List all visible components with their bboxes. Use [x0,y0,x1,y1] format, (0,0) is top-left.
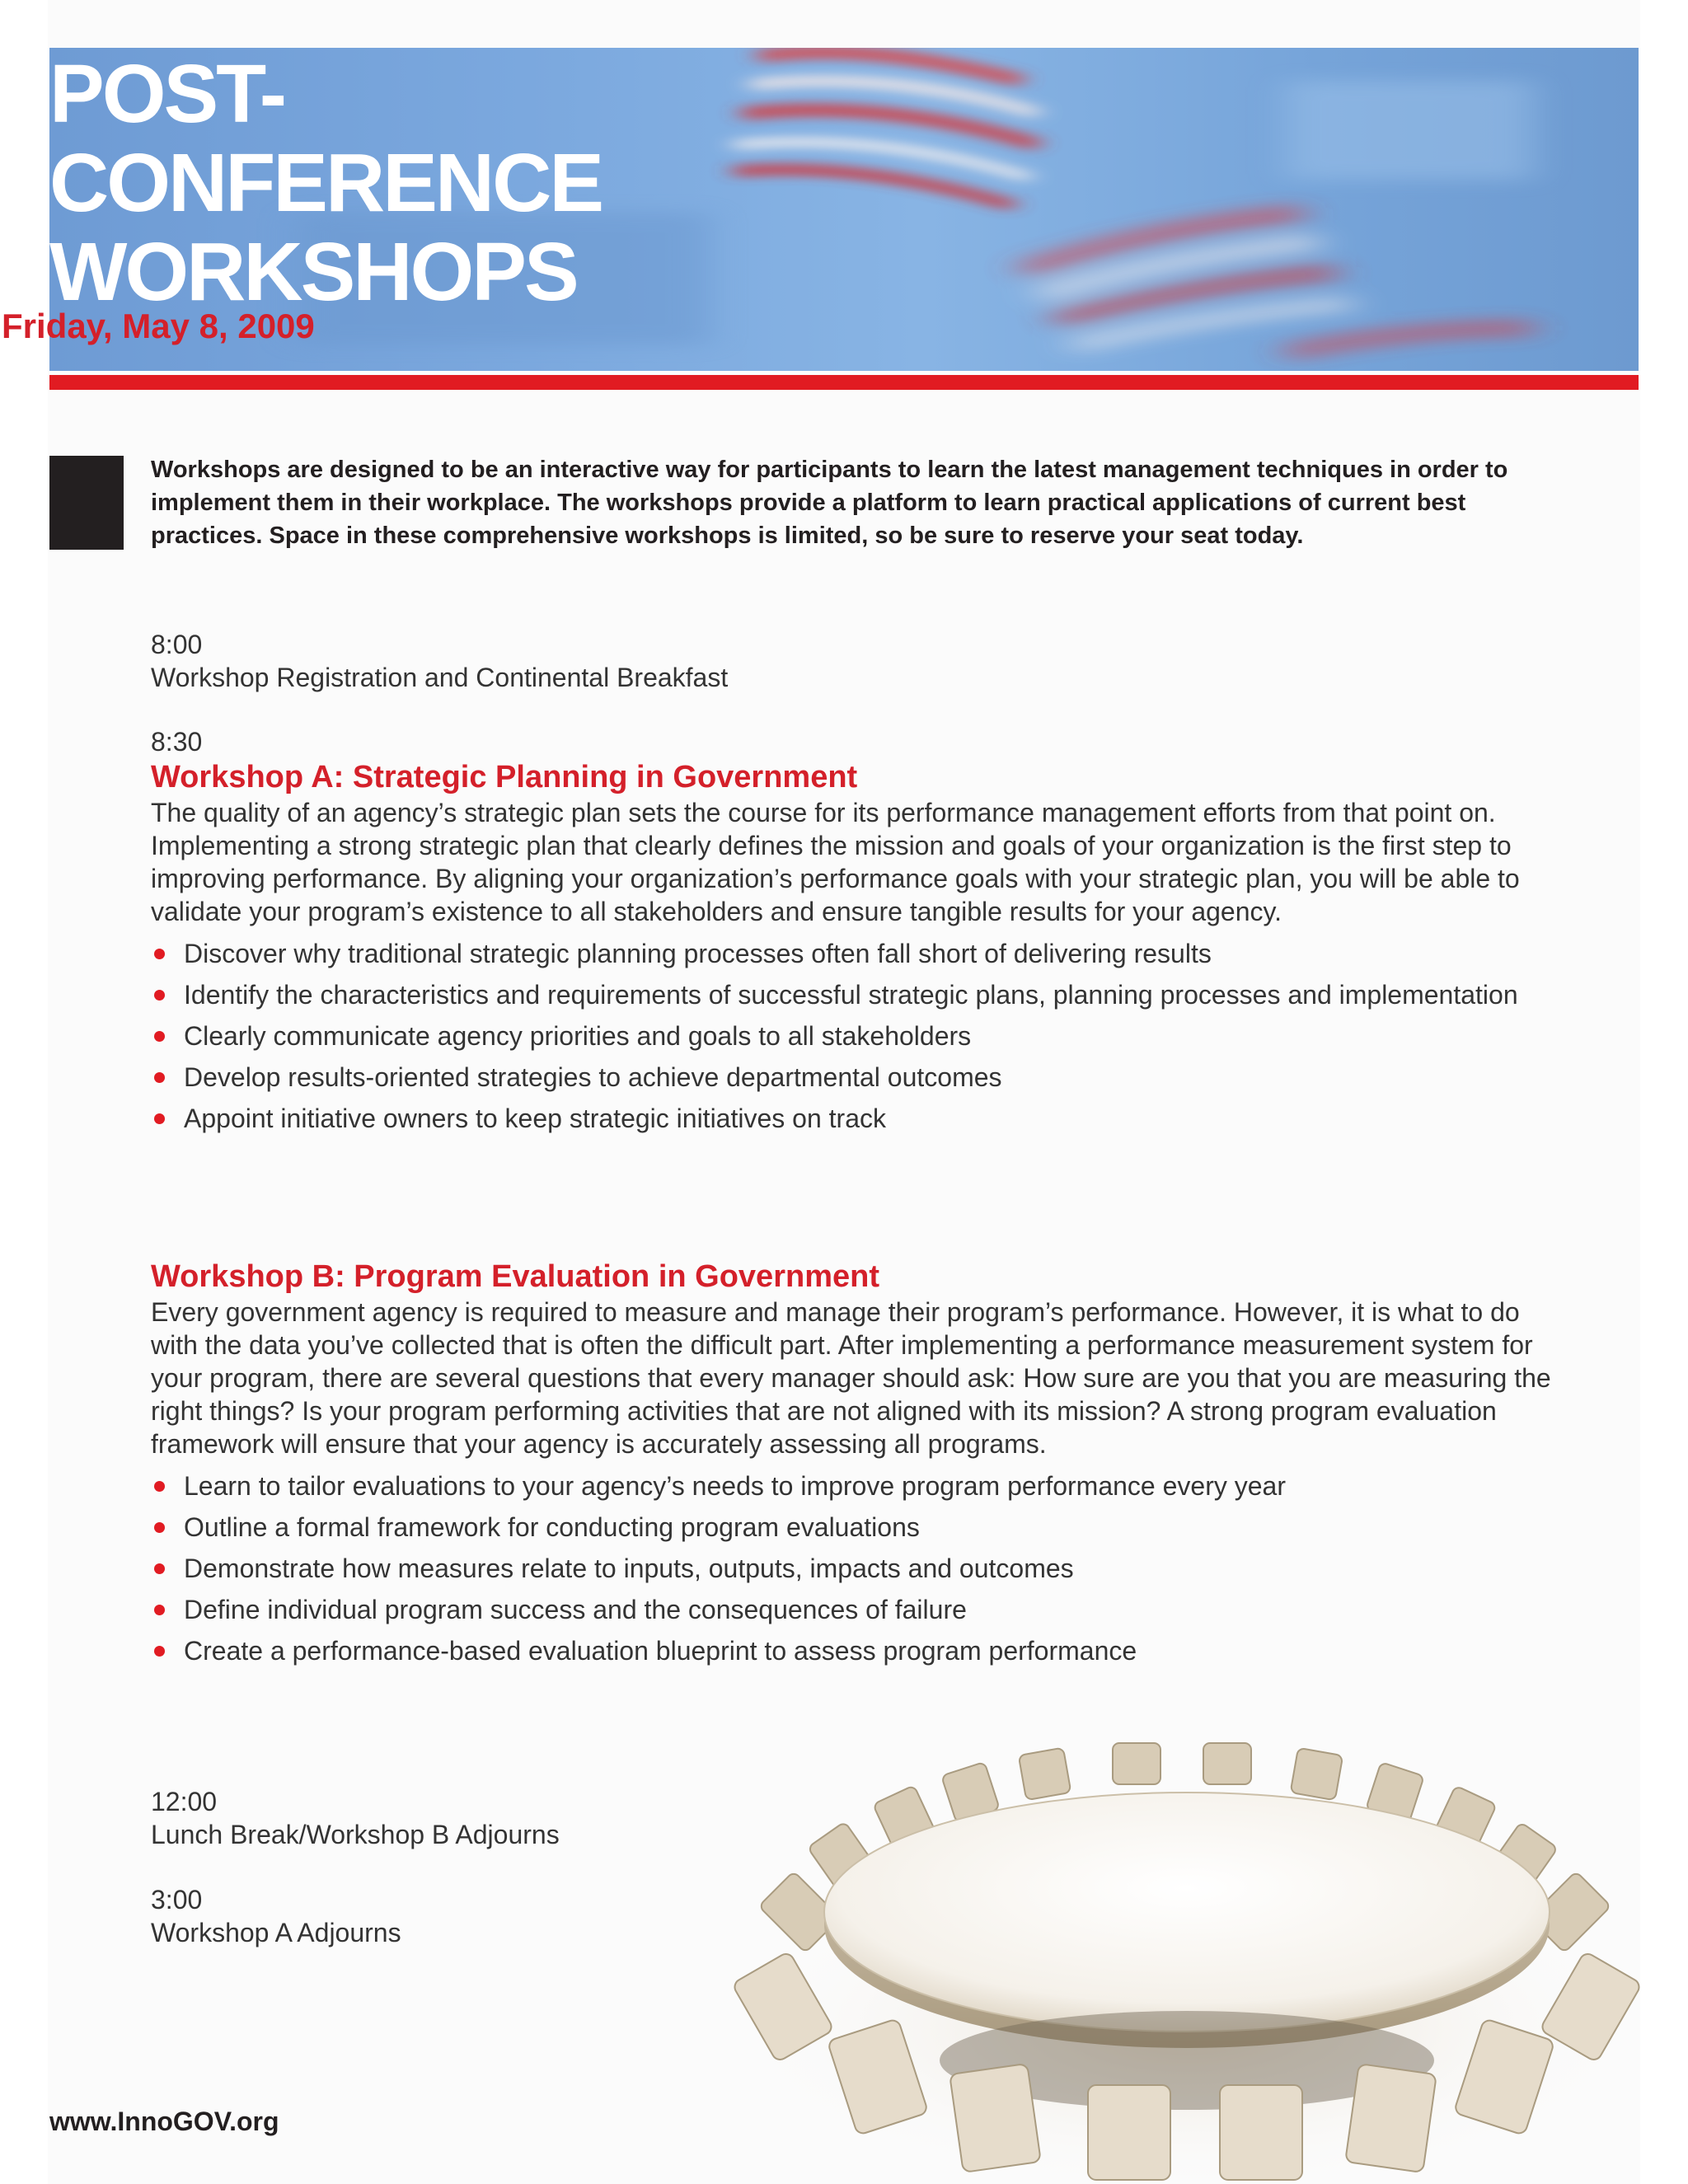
bullet-text: Identify the characteristics and requirements of successful strategic plans, planning processes and implementation [184,980,1518,1010]
bullet-item [151,974,1552,1015]
bullet-item [151,1015,1552,1057]
bullet-text: Clearly communicate agency priorities and goals to all stakeholders [184,1021,972,1051]
workshop-a-description: The quality of an agency’s strategic plan sets the course for its performance management efforts from that point on. Implementing a strong strategic plan that clearly defines the mission and goals of your organization is the first step to improving performance. By aligning your organization’s performance goals with your strategic plan, you will be able to validate your program’s existence to all stakeholders and ensure tangible results for your agency. [151,798,1520,926]
bullet-item [151,1098,1552,1139]
workshop-a-section [151,725,1552,1139]
conference-table-image [676,1714,1665,2184]
workshop-b-section [151,1258,1552,1671]
intro-paragraph: Workshops are designed to be an interactive way for participants to learn the latest management techniques in order to implement them in their workplace. The workshops provide a platform to learn practical applications of current best practices. Space in these comprehensive workshops is limited, so be sure to reserve your seat today. [151,457,1508,549]
time-label: 8:00 [151,630,203,659]
schedule-adjourn-a [151,1883,728,1949]
workshop-a-title: Workshop A: Strategic Planning in Government [151,760,858,794]
event-label: Lunch Break/Workshop B Adjourns [151,1820,560,1849]
schedule-lunch [151,1785,728,1851]
red-dot-icon [154,1522,165,1533]
bullet-text: Demonstrate how measures relate to inputs, outputs, impacts and outcomes [184,1554,1074,1583]
workshop-b-bullets [151,1465,1552,1671]
event-label: Workshop A Adjourns [151,1918,401,1947]
red-dot-icon [154,1563,165,1574]
workshop-a-bullets [151,933,1552,1139]
bullet-text: Outline a formal framework for conducting program evaluations [184,1512,920,1542]
time-label: 8:30 [151,727,203,757]
red-dot-icon [154,1113,165,1124]
bullet-text: Appoint initiative owners to keep strategic initiatives on track [184,1104,886,1133]
bullet-item [151,1465,1552,1507]
red-dot-icon [154,1481,165,1492]
workshop-b-title: Workshop B: Program Evaluation in Government [151,1259,879,1294]
bullet-item [151,1057,1552,1098]
red-dot-icon [154,1646,165,1657]
red-dot-icon [154,1605,165,1615]
bullet-text: Discover why traditional strategic planning processes often fall short of delivering results [184,939,1212,968]
bullet-item [151,933,1552,974]
red-dot-icon [154,1031,165,1042]
red-dot-icon [154,990,165,1001]
bullet-item [151,1548,1552,1589]
event-label: Workshop Registration and Continental Breakfast [151,663,729,692]
bullet-item [151,1630,1552,1671]
red-divider [49,375,1639,390]
event-date: Friday, May 8, 2009 [2,307,315,345]
red-dot-icon [154,1072,165,1083]
time-label: 3:00 [151,1885,203,1915]
workshop-b-description: Every government agency is required to measure and manage their program’s performance. However, it is what to do with the data you’ve collected that is often the difficult part. After implementing a performance measurement system for your program, there are several questions that every manager should ask: How sure are you that you are measuring the right things? Is your program performing activities that are not aligned with its mission? A strong program evaluation framework will ensure that your agency is accurately assessing all programs. [151,1297,1551,1459]
bullet-item [151,1507,1552,1548]
bullet-text: Create a performance-based evaluation blueprint to assess program performance [184,1636,1137,1666]
red-dot-icon [154,949,165,959]
page-title: POST- CONFERENCE WORKSHOPS [49,48,603,318]
schedule-registration [151,628,1552,694]
website-link[interactable]: www.InnoGOV.org [49,2107,279,2136]
bullet-text: Develop results-oriented strategies to achieve departmental outcomes [184,1062,1002,1092]
bullet-item [151,1589,1552,1630]
bullet-text: Learn to tailor evaluations to your agency’s needs to improve program performance every year [184,1471,1286,1501]
black-square-icon [49,456,124,550]
bullet-text: Define individual program success and the consequences of failure [184,1595,967,1624]
time-label: 12:00 [151,1787,218,1816]
